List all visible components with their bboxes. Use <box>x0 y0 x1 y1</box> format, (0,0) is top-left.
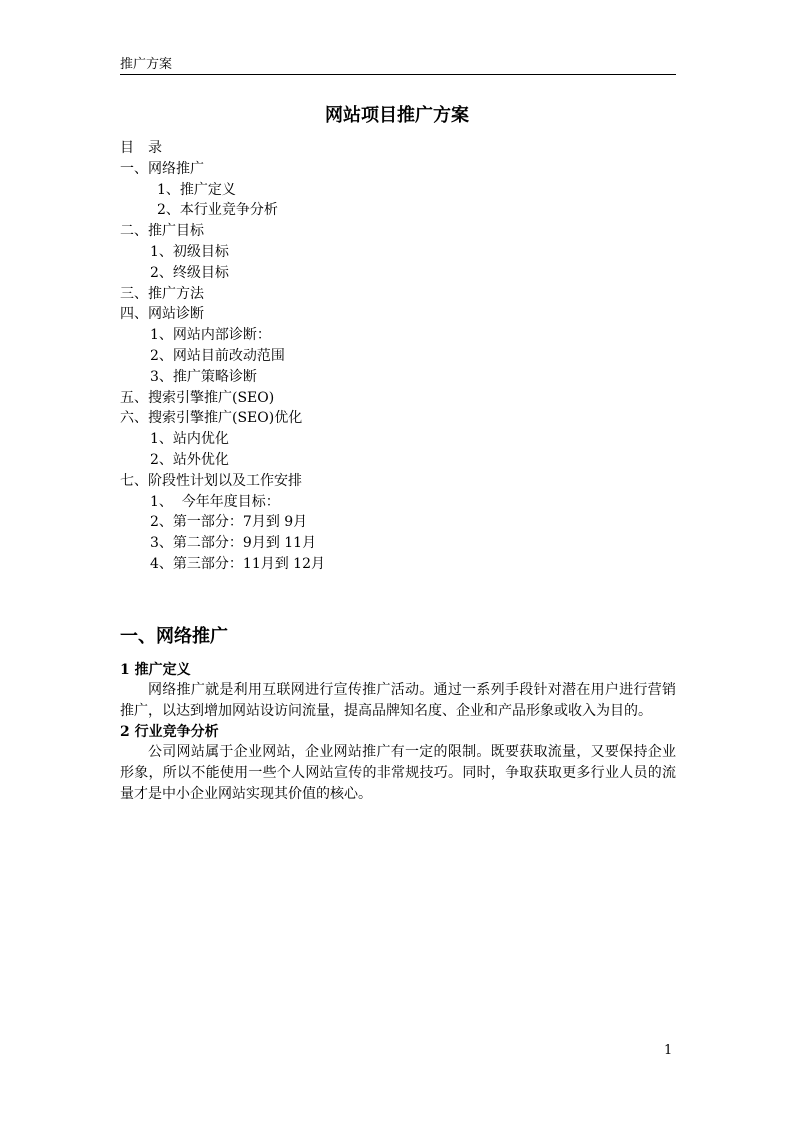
toc-item: 1、网站内部诊断： <box>150 327 271 344</box>
toc-item: 一、网络推广 <box>120 160 204 177</box>
toc-item: 2、本行业竞争分析 <box>157 202 278 219</box>
toc-item: 1、初级目标 <box>150 243 229 260</box>
toc-item: 1、推广定义 <box>157 181 236 198</box>
page-header: 推广方案 <box>120 57 676 75</box>
toc-item: 2、终级目标 <box>150 264 229 281</box>
section-body <box>120 660 676 805</box>
toc-item: 2、网站目前改动范围 <box>150 347 285 364</box>
toc-item: 三、推广方法 <box>120 285 204 302</box>
toc-item: 4、第三部分：11月到 12月 <box>150 555 325 572</box>
toc-item: 1、站内优化 <box>150 431 229 448</box>
toc-item: 七、阶段性计划以及工作安排 <box>120 472 302 489</box>
toc-item: 六、搜索引擎推广(SEO)优化 <box>120 410 303 427</box>
toc-item: 二、推广目标 <box>120 223 204 240</box>
toc-item: 2、站外优化 <box>150 451 229 468</box>
toc-item: 3、推广策略诊断 <box>150 368 257 385</box>
toc-item: 3、第二部分：9月到 11月 <box>150 535 317 552</box>
toc-item: 五、搜索引擎推广(SEO) <box>120 389 275 406</box>
paragraph: 网络推广就是利用互联网进行宣传推广活动。通过一系列手段针对潜在用户进行营销推广，以达到增加网站设访问流量，提高品牌知名度、企业和产品形象或收入为目的。 <box>120 682 676 719</box>
section-heading: 一、网络推广 <box>120 626 228 647</box>
page-number: 1 <box>664 1043 673 1058</box>
document-title: 网站项目推广方案 <box>325 105 469 126</box>
toc-item: 2、第一部分：7月到 9月 <box>150 514 308 531</box>
toc-heading: 目录 <box>120 140 176 156</box>
table-of-contents <box>120 138 680 575</box>
toc-item: 1、 今年年度目标： <box>150 493 280 510</box>
subsection-heading: 1 推广定义 <box>120 662 191 678</box>
toc-item: 四、网站诊断 <box>120 306 204 323</box>
paragraph: 公司网站属于企业网站，企业网站推广有一定的限制。既要获取流量，又要保持企业形象，所以不能使用一些个人网站宣传的非常规技巧。同时，争取获取更多行业人员的流量才是中小企业网站实现其价值的核心。 <box>120 744 676 802</box>
subsection-heading: 2 行业竞争分析 <box>120 724 219 740</box>
